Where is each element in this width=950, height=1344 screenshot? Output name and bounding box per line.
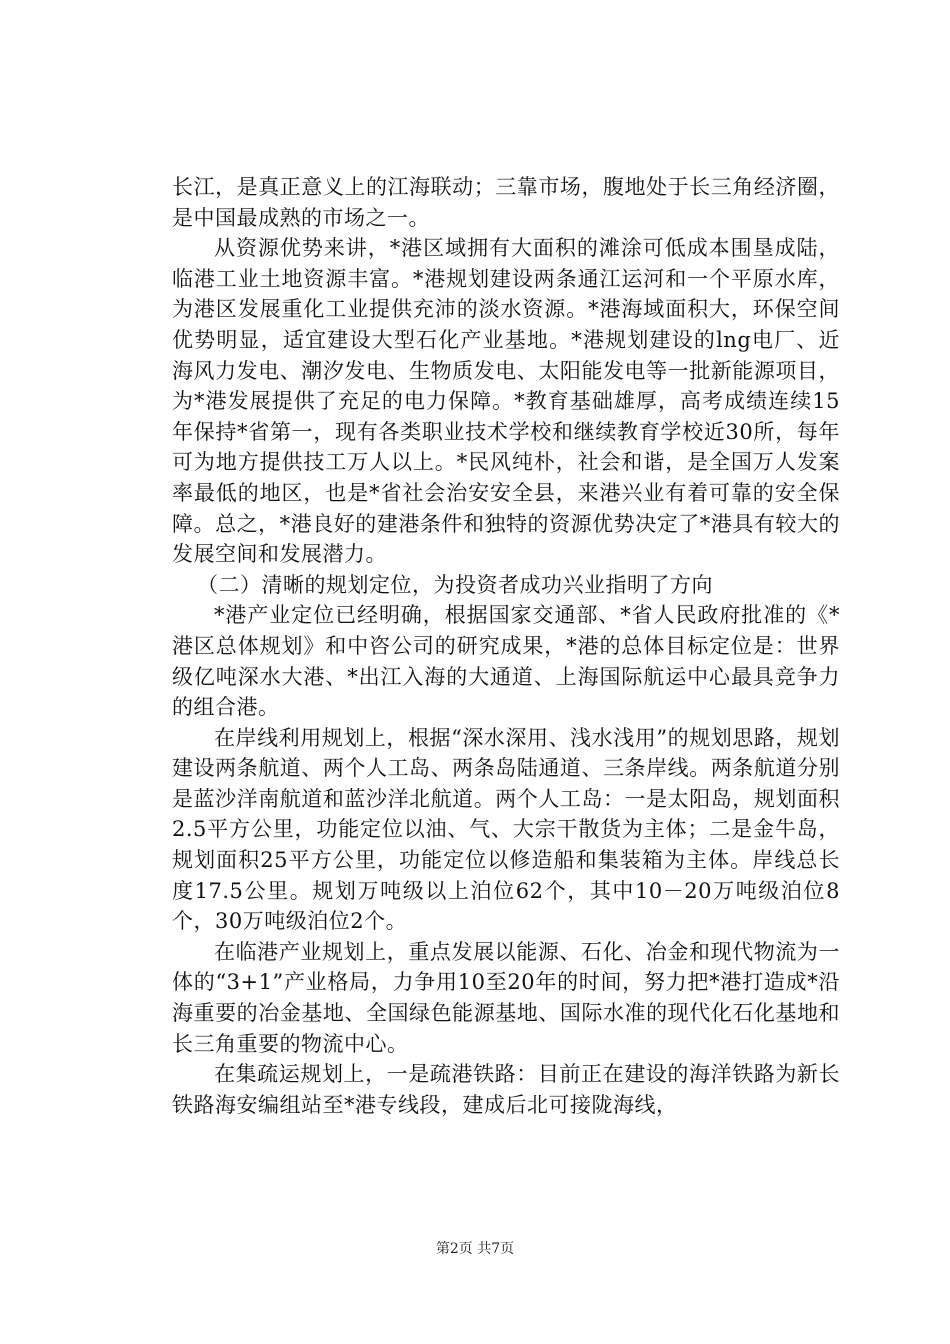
paragraph-port-industry-planning: 在临港产业规划上，重点发展以能源、石化、冶金和现代物流为一体的“3+1”产业格局，力争用10至20年的时间，努力把*港打造成*沿海重要的冶金基地、全国绿色能源基地、国际水准的现代化石化基地和长三角重要的物流中心。 [172,939,840,1056]
paragraph-transport-planning: 在集疏运规划上，一是疏港铁路：目前正在建设的海洋铁路为新长铁路海安编组站至*港专线段，建成后北可接陇海线， [172,1062,840,1117]
paragraph-continuation: 长江，是真正意义上的江海联动；三靠市场，腹地处于长三角经济圈，是中国最成熟的市场之一。 [172,175,840,230]
document-body [172,172,840,1120]
section-heading: （二）清晰的规划定位，为投资者成功兴业指明了方向 [197,572,713,597]
page-footer: 第2页 共7页 [435,1241,515,1257]
paragraph-shoreline-planning: 在岸线利用规划上，根据“深水深用、浅水浅用”的规划思路，规划建设两条航道、两个人工岛、两条岛陆通道、三条岸线。两条航道分别是蓝沙洋南航道和蓝沙洋北航道。两个人工岛：一是太阳岛，规划面积2.5平方公里，功能定位以油、气、大宗干散货为主体；二是金牛岛，规划面积25平方公里，功能定位以修造船和集装箱为主体。岸线总长度17.5公里。规划万吨级以上泊位62个，其中10－20万吨级泊位8个，30万吨级泊位2个。 [172,725,840,934]
paragraph-resource-advantage: 从资源优势来讲，*港区域拥有大面积的滩涂可低成本围垦成陆，临港工业土地资源丰富。*港规划建设两条通江运河和一个平原水库，为港区发展重化工业提供充沛的淡水资源。*港海域面积大，环保空间优势明显，适宜建设大型石化产业基地。*港规划建设的lng电厂、近海风力发电、潮汐发电、生物质发电、太阳能发电等一批新能源项目，为*港发展提供了充足的电力保障。*教育基础雄厚，高考成绩连续15年保持*省第一，现有各类职业技术学校和继续教育学校近30所，每年可为地方提供技工万人以上。*民风纯朴，社会和谐，是全国万人发案率最低的地区，也是*省社会治安安全县，来港兴业有着可靠的安全保障。总之，*港良好的建港条件和独特的资源优势决定了*港具有较大的发展空间和发展潜力。 [172,236,840,567]
paragraph-industry-positioning: *港产业定位已经明确，根据国家交通部、*省人民政府批准的《*港区总体规划》和中咨公司的研究成果，*港的总体目标定位是：世界级亿吨深水大港、*出江入海的大通道、上海国际航运中心最具竞争力的组合港。 [172,603,840,720]
